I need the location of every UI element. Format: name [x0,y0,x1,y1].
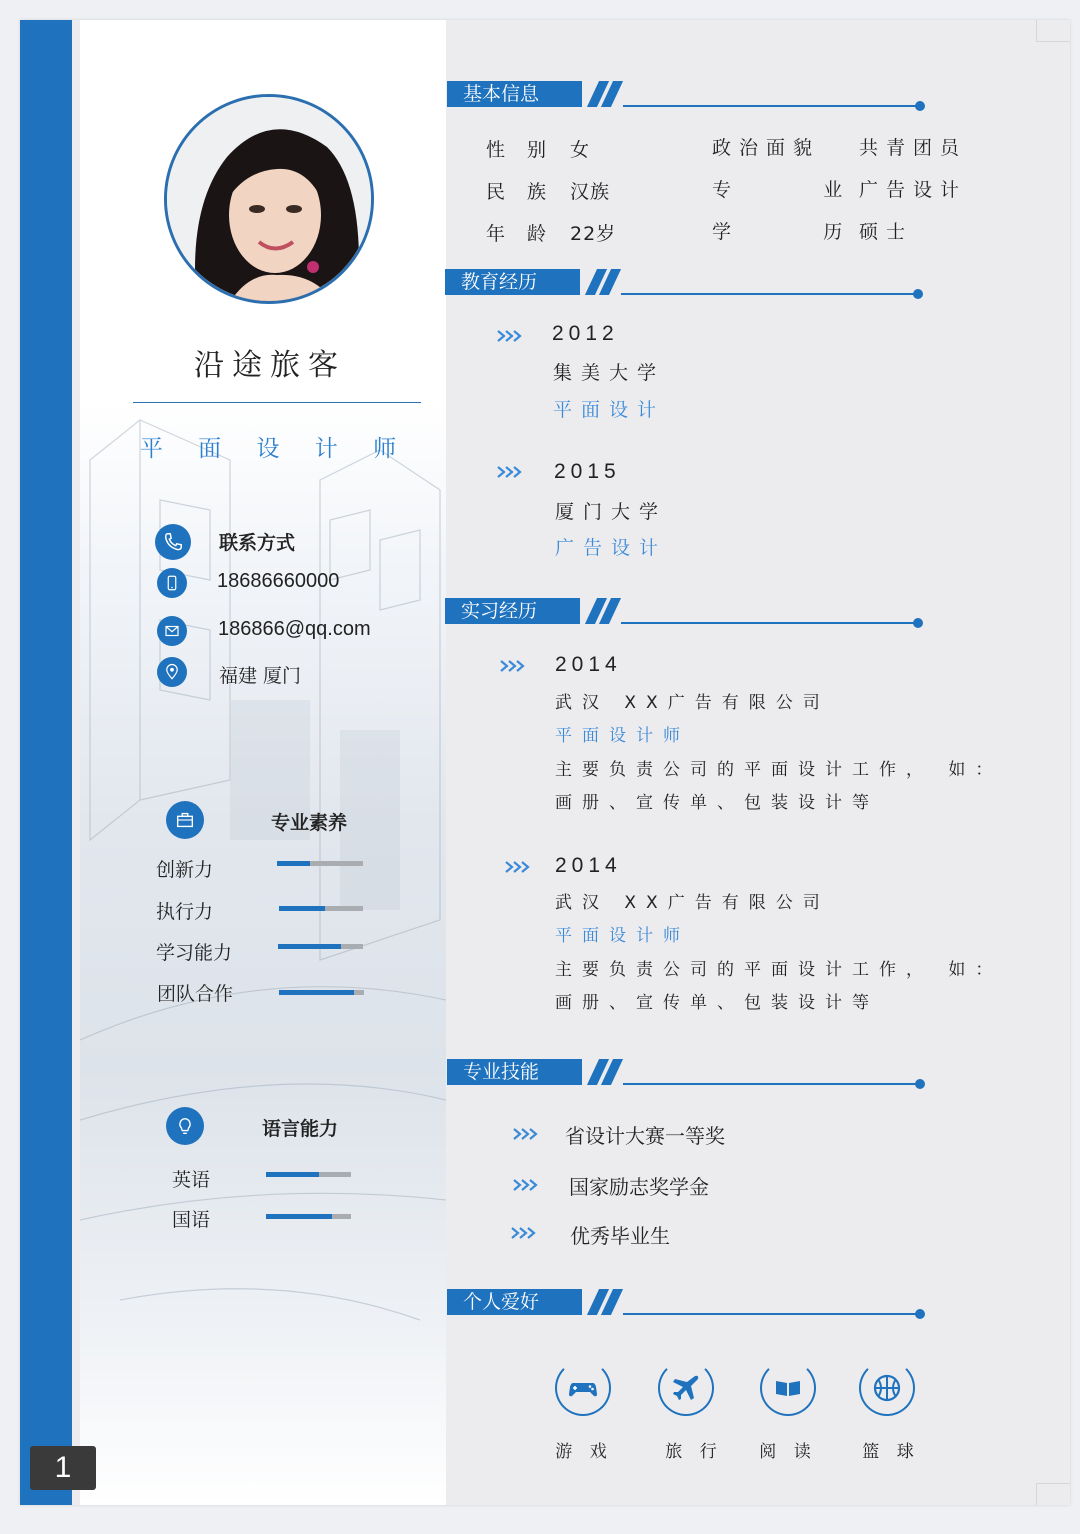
gender-value: 女 [570,139,598,161]
language-bar [266,1214,351,1219]
competence-label: 创新力 [156,859,214,881]
section-dot [913,618,923,628]
section-dot [915,1079,925,1089]
hobby-label: 阅 读 [759,1442,817,1462]
phone-number: 18686660000 [217,570,340,592]
competence-bar-fill [279,906,325,911]
chevron-right-icon [511,1226,539,1240]
edu-school: 厦门大学 [555,501,668,523]
section-dot [915,101,925,111]
phone-handset-icon [155,524,191,560]
book-icon [760,1360,816,1416]
section-dot [915,1309,925,1319]
language-label: 国语 [172,1209,211,1231]
intern-desc-line2: 画册、宣传单、包装设计等 [555,993,879,1013]
chevron-right-icon [505,860,533,874]
intern-role: 平面设计师 [555,726,690,746]
competence-label: 团队合作 [157,983,234,1005]
ethnicity-value: 汉族 [570,181,611,203]
airplane-icon [658,1360,714,1416]
skill-award: 优秀毕业生 [570,1224,670,1248]
page-corner [1036,20,1070,42]
competence-bar [279,990,364,995]
hobby-label: 旅 行 [665,1442,723,1462]
degree-value: 硕士 [859,221,914,243]
major-value: 广告设计 [859,179,968,201]
skill-award: 国家励志奖学金 [569,1175,709,1199]
gamepad-icon [555,1360,611,1416]
chevron-right-icon [513,1178,541,1192]
email-envelope-icon [157,616,187,646]
degree-label: 学 历 [712,221,851,243]
section-title: 基本信息 [447,81,582,107]
intern-desc-line2: 画册、宣传单、包装设计等 [555,793,879,813]
intern-desc-line1: 主要负责公司的平面设计工作， 如： [555,760,1003,780]
skill-award: 省设计大赛一等奖 [565,1124,725,1148]
competence-label: 执行力 [156,901,214,923]
section-rule [621,293,917,295]
left-accent-bar [20,20,72,1505]
edu-major: 广告设计 [555,537,668,559]
intern-year: 2014 [555,854,622,877]
section-rule [623,1083,919,1085]
ethnicity-label: 民 族 [486,181,555,203]
edu-year: 2015 [554,460,621,483]
competence-bar [277,861,363,866]
gender-label: 性 别 [486,139,555,161]
chevron-right-icon [513,1127,541,1141]
edu-year: 2012 [552,322,619,345]
profile-avatar [164,94,374,304]
intern-role: 平面设计师 [555,926,690,946]
intern-year: 2014 [555,653,622,676]
competence-bar-fill [278,944,341,949]
political-value: 共青团员 [859,137,968,159]
section-title: 实习经历 [445,598,580,624]
lightbulb-icon [166,1107,204,1145]
language-bar [266,1172,351,1177]
language-heading: 语言能力 [262,1118,339,1140]
competence-heading: 专业素养 [271,812,348,834]
chevron-right-icon [500,659,528,673]
political-label: 政治面貌 [712,137,821,159]
hobby-label: 篮 球 [862,1442,920,1462]
section-rule [623,105,919,107]
name-divider [133,402,421,403]
competence-bar [279,906,363,911]
section-rule [623,1313,919,1315]
contact-heading: 联系方式 [219,532,296,554]
section-title: 个人爱好 [447,1289,582,1315]
competence-bar-fill [277,861,310,866]
intern-desc-line1: 主要负责公司的平面设计工作， 如： [555,960,1003,980]
page-number-badge: 1 [30,1446,96,1490]
avatar-portrait-image [167,97,374,304]
section-rule [621,622,917,624]
section-title: 专业技能 [447,1059,582,1085]
chevron-right-icon [497,465,525,479]
language-bar-fill [266,1172,319,1177]
page-corner-bottom [1036,1483,1070,1505]
major-label: 专 业 [712,179,851,201]
edu-major: 平面设计 [553,399,666,421]
briefcase-icon [166,801,204,839]
section-dot [913,289,923,299]
age-label: 年 龄 [486,223,555,245]
competence-label: 学习能力 [156,942,233,964]
intern-company: 武汉 XX广告有限公司 [555,893,830,913]
profile-name: 沿途旅客 [194,348,346,383]
competence-bar-fill [279,990,354,995]
language-bar-fill [266,1214,332,1219]
intern-company: 武汉 XX广告有限公司 [555,693,830,713]
edu-school: 集美大学 [553,362,666,384]
mobile-phone-icon [157,568,187,598]
competence-bar [278,944,363,949]
hobby-label: 游 戏 [555,1442,613,1462]
profile-title: 平 面 设 计 师 [139,436,411,462]
basketball-icon [859,1360,915,1416]
section-title: 教育经历 [445,269,580,295]
location-text: 福建 厦门 [219,665,302,687]
language-label: 英语 [172,1169,211,1191]
location-pin-icon [157,657,187,687]
age-value: 22岁 [570,223,617,245]
chevron-right-icon [497,329,525,343]
email-address: 186866@qq.com [218,618,371,640]
